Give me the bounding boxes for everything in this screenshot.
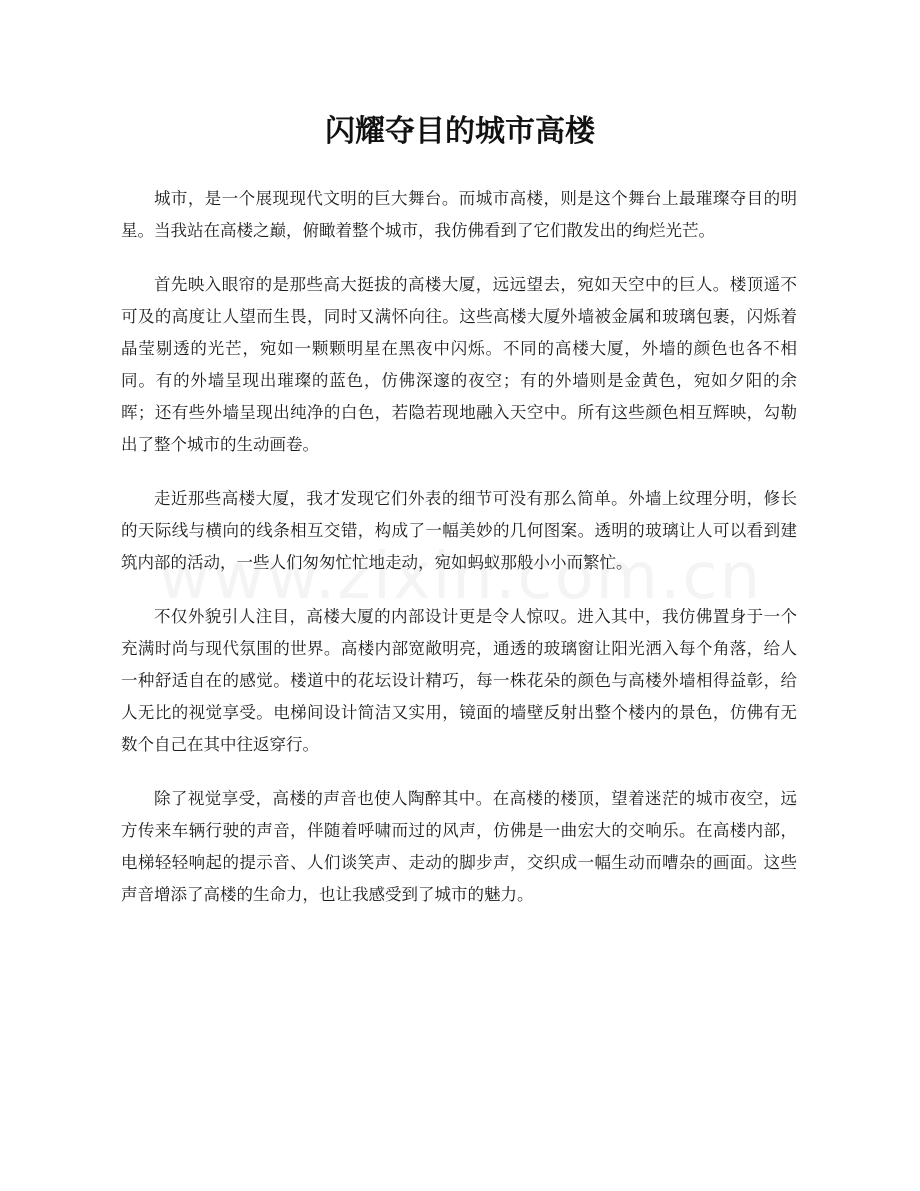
document-body xyxy=(121,183,797,933)
document-title: 闪耀夺目的城市高楼 xyxy=(325,114,595,149)
paragraph-3: 走近那些高楼大厦，我才发现它们外表的细节可没有那么简单。外墙上纹理分明，修长的天际线与横向的线条相互交错，构成了一幅美妙的几何图案。透明的玻璃让人可以看到建筑内部的活动，一些人们匆匆忙忙地走动，宛如蚂蚁那般小小而繁忙。 xyxy=(121,489,797,572)
paragraph-1: 城市，是一个展现现代文明的巨大舞台。而城市高楼，则是这个舞台上最璀璨夺目的明星。当我站在高楼之巅，俯瞰着整个城市，我仿佛看到了它们散发出的绚烂光芒。 xyxy=(121,189,797,240)
paragraph-4: 不仅外貌引人注目，高楼大厦的内部设计更是令人惊叹。进入其中，我仿佛置身于一个充满时尚与现代氛围的世界。高楼内部宽敞明亮，通透的玻璃窗让阳光洒入每个角落，给人一种舒适自在的感觉。楼道中的花坛设计精巧，每一株花朵的颜色与高楼外墙相得益彰，给人无比的视觉享受。电梯间设计简洁又实用，镜面的墙壁反射出整个楼内的景色，仿佛有无数个自己在其中往返穿行。 xyxy=(121,607,797,754)
paragraph-5: 除了视觉享受，高楼的声音也使人陶醉其中。在高楼的楼顶，望着迷茫的城市夜空，远方传来车辆行驶的声音，伴随着呼啸而过的风声，仿佛是一曲宏大的交响乐。在高楼内部，电梯轻轻响起的提示音、人们谈笑声、走动的脚步声，交织成一幅生动而嘈杂的画面。这些声音增添了高楼的生命力，也让我感受到了城市的魅力。 xyxy=(121,789,797,904)
paragraph-2: 首先映入眼帘的是那些高大挺拔的高楼大厦，远远望去，宛如天空中的巨人。楼顶遥不可及的高度让人望而生畏，同时又满怀向往。这些高楼大厦外墙被金属和玻璃包裹，闪烁着晶莹剔透的光芒，宛如一颗颗明星在黑夜中闪烁。不同的高楼大厦，外墙的颜色也各不相同。有的外墙呈现出璀璨的蓝色，仿佛深邃的夜空；有的外墙则是金黄色，宛如夕阳的余晖；还有些外墙呈现出纯净的白色，若隐若现地融入天空中。所有这些颜色相互辉映，勾勒出了整个城市的生动画卷。 xyxy=(121,275,797,454)
